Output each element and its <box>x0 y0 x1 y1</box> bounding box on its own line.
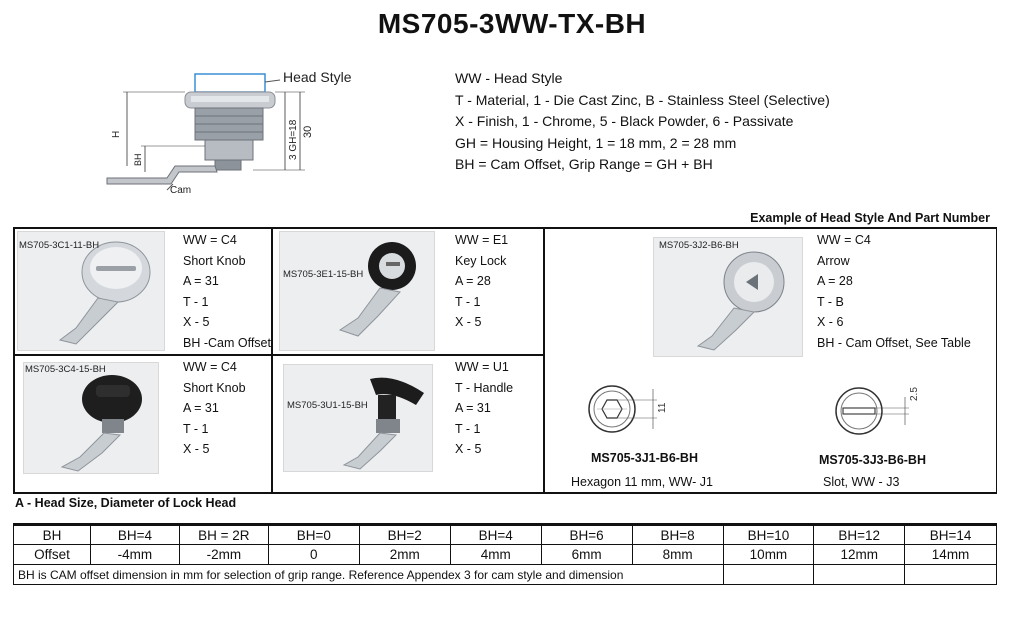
table-cell: -2mm <box>179 545 268 565</box>
slot-description: Slot, WW - J3 <box>823 475 900 489</box>
table-cell: Offset <box>14 545 91 565</box>
prop-bh: BH - Cam Offset, See Table <box>817 335 971 350</box>
prop-t: T - 1 <box>455 421 481 436</box>
table-row-note <box>14 565 997 585</box>
lock-dimension-svg <box>95 62 385 207</box>
prop-x: X - 5 <box>183 442 210 456</box>
table-cell: 2mm <box>359 545 450 565</box>
product-props <box>817 230 971 353</box>
spec-bh: BH = Cam Offset, Grip Range = GH + BH <box>455 156 713 172</box>
table-cell <box>905 565 997 585</box>
table-row-bh <box>14 525 997 545</box>
product-props <box>455 357 513 460</box>
head-style-grid <box>13 227 997 494</box>
product-props <box>183 230 271 353</box>
prop-style: Key Lock <box>455 253 507 268</box>
hex-description: Hexagon 11 mm, WW- J1 <box>571 475 713 489</box>
prop-t: T - 1 <box>183 421 209 436</box>
table-cell: BH=2 <box>359 525 450 545</box>
example-caption: Example of Head Style And Part Number <box>750 211 990 225</box>
table-cell: 14mm <box>905 545 997 565</box>
prop-ww: WW = C4 <box>183 233 237 247</box>
product-cell-e1 <box>272 228 544 355</box>
cam-label: Cam <box>170 185 192 196</box>
spec-ww: WW - Head Style <box>455 70 563 86</box>
prop-ww: WW = C4 <box>183 360 237 374</box>
black-knob-photo <box>23 362 159 474</box>
table-cell: BH <box>14 525 91 545</box>
product-props <box>183 357 246 460</box>
product-cell-c4 <box>14 355 272 493</box>
head-size-caption: A - Head Size, Diameter of Lock Head <box>15 496 237 510</box>
prop-a: A = 28 <box>455 274 491 288</box>
prop-t: T - 1 <box>183 294 209 309</box>
t-handle-photo <box>283 364 433 472</box>
slot-head-drawing <box>821 375 931 449</box>
part-code-legend <box>455 68 975 176</box>
table-cell: BH=0 <box>268 525 359 545</box>
page-title: MS705-3WW-TX-BH <box>377 8 647 39</box>
prop-bh: BH -Cam Offset <box>183 335 271 350</box>
table-cell: BH=8 <box>632 525 723 545</box>
table-cell: 12mm <box>814 545 905 565</box>
dim-bh-label: BH <box>133 153 143 166</box>
hex-dim-label: 11 <box>657 402 668 413</box>
prop-ww: WW = U1 <box>455 360 509 374</box>
table-cell: BH = 2R <box>179 525 268 545</box>
table-cell: 4mm <box>450 545 541 565</box>
spec-gh: GH = Housing Height, 1 = 18 mm, 2 = 28 mm <box>455 134 737 151</box>
hexagon-head-drawing <box>577 377 687 447</box>
table-cell: BH=12 <box>814 525 905 545</box>
spec-x: X - Finish, 1 - Chrome, 5 - Black Powder, 6 - Passivate <box>455 113 794 129</box>
table-cell: BH=10 <box>723 525 814 545</box>
part-number: MS705-3C4-15-BH <box>25 364 106 375</box>
spec-t: T - Material, 1 - Die Cast Zinc, B - Stainless Steel (Selective) <box>455 91 830 108</box>
prop-a: A = 28 <box>817 274 853 288</box>
prop-a: A = 31 <box>183 274 219 288</box>
prop-x: X - 5 <box>455 442 482 456</box>
product-cell-c1 <box>14 228 272 355</box>
prop-t: T - 1 <box>455 294 481 309</box>
prop-x: X - 5 <box>455 315 482 329</box>
part-number: MS705-3C1-11-BH <box>19 240 100 251</box>
hex-part-number: MS705-3J1-B6-BH <box>591 451 698 465</box>
table-cell: 0 <box>268 545 359 565</box>
arrow-lock-photo <box>653 237 803 357</box>
prop-a: A = 31 <box>455 401 491 415</box>
table-cell: 6mm <box>541 545 632 565</box>
dim-gh-label: 3 GH=18 <box>288 119 299 160</box>
table-cell <box>814 565 905 585</box>
cam-offset-table <box>13 523 997 585</box>
prop-style: T - Handle <box>455 380 514 395</box>
prop-a: A = 31 <box>183 401 219 415</box>
table-note: BH is CAM offset dimension in mm for selection of grip range. Reference Appendex 3 for cam style and dimension <box>14 565 724 585</box>
table-row-offset <box>14 545 997 565</box>
slot-part-number: MS705-3J3-B6-BH <box>819 453 926 467</box>
dim-30-label: 30 <box>302 125 314 138</box>
table-cell: 10mm <box>723 545 814 565</box>
prop-ww: WW = E1 <box>455 233 509 247</box>
prop-x: X - 6 <box>817 315 844 329</box>
key-lock-photo <box>279 231 435 351</box>
product-props <box>455 230 508 333</box>
part-number: MS705-3E1-15-BH <box>283 269 364 280</box>
prop-x: X - 5 <box>183 315 210 329</box>
lock-dimension-drawing <box>95 62 385 207</box>
product-cell-u1 <box>272 355 544 493</box>
part-number: MS705-3J2-B6-BH <box>659 240 739 251</box>
prop-style: Arrow <box>817 253 850 268</box>
prop-t: T - B <box>817 294 844 309</box>
table-cell: BH=4 <box>450 525 541 545</box>
prop-style: Short Knob <box>183 253 246 268</box>
table-cell: BH=14 <box>905 525 997 545</box>
table-cell: 8mm <box>632 545 723 565</box>
table-cell: -4mm <box>90 545 179 565</box>
part-number: MS705-3U1-15-BH <box>287 400 368 411</box>
product-cell-j <box>544 228 997 493</box>
table-cell: BH=6 <box>541 525 632 545</box>
dim-h-label: H <box>111 130 122 138</box>
slot-dim-label: 2.5 <box>909 387 920 401</box>
prop-ww: WW = C4 <box>817 233 871 247</box>
head-style-label: Head Style <box>283 69 352 85</box>
table-cell <box>723 565 814 585</box>
prop-style: Short Knob <box>183 380 246 395</box>
table-cell: BH=4 <box>90 525 179 545</box>
